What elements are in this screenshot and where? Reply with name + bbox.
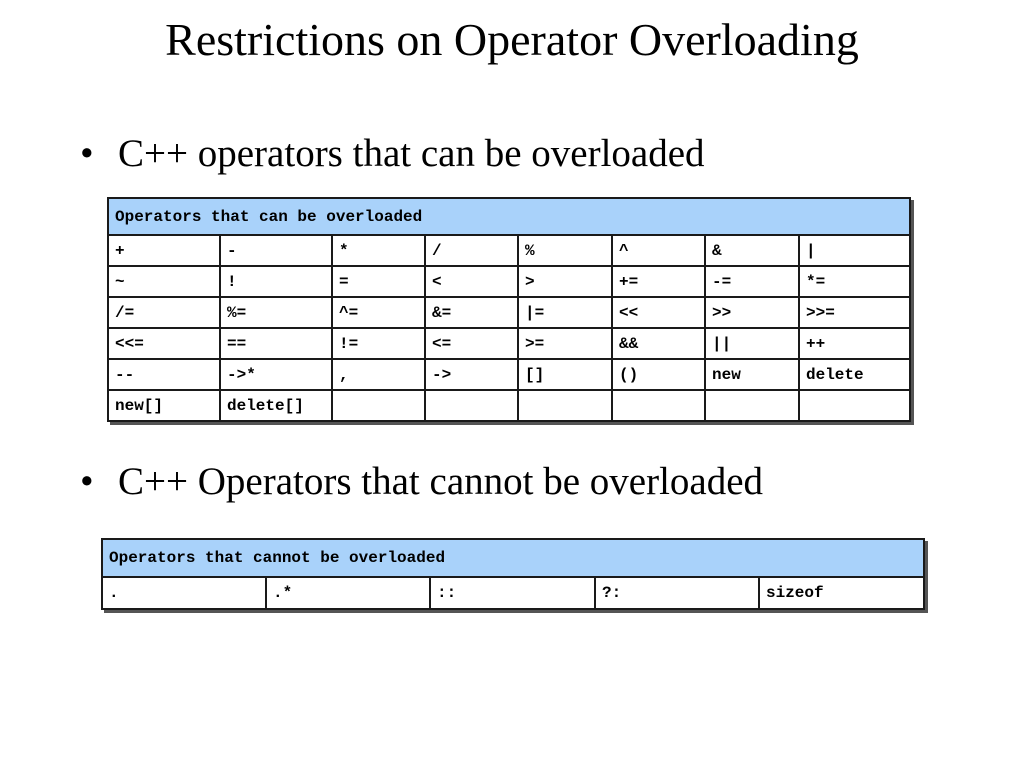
table-row — [108, 328, 910, 359]
table-cell — [612, 390, 705, 421]
table-cell: % — [518, 235, 612, 266]
table-cell: >> — [705, 297, 799, 328]
table-cell: << — [612, 297, 705, 328]
table-cell — [518, 390, 612, 421]
table-cell: |= — [518, 297, 612, 328]
table-cell: >>= — [799, 297, 910, 328]
table-cell: . — [102, 577, 266, 609]
table-cell: == — [220, 328, 332, 359]
table-cell: || — [705, 328, 799, 359]
table-cell: () — [612, 359, 705, 390]
table-row — [102, 577, 924, 609]
table-cell: %= — [220, 297, 332, 328]
table-cell: <<= — [108, 328, 220, 359]
table-cell: += — [612, 266, 705, 297]
table-cell — [332, 390, 425, 421]
table-cell: ?: — [595, 577, 759, 609]
bullet-overloadable-text: C++ operators that can be overloaded — [118, 132, 705, 175]
table-cell: & — [705, 235, 799, 266]
table-row — [108, 390, 910, 421]
table-cell: < — [425, 266, 518, 297]
table-cell: -- — [108, 359, 220, 390]
overloadable-operators-table — [107, 197, 911, 422]
table-cell: > — [518, 266, 612, 297]
table-cell — [425, 390, 518, 421]
table-cell: :: — [430, 577, 595, 609]
table-row — [108, 297, 910, 328]
table-cell: &= — [425, 297, 518, 328]
table-cell: new[] — [108, 390, 220, 421]
table-cell: = — [332, 266, 425, 297]
table-cell: .* — [266, 577, 430, 609]
table-row — [108, 266, 910, 297]
table-cell: ~ — [108, 266, 220, 297]
table-cell: -= — [705, 266, 799, 297]
table-header: Operators that can be overloaded — [108, 198, 910, 235]
table-cell: * — [332, 235, 425, 266]
table-cell: + — [108, 235, 220, 266]
bullet-non-overloadable — [80, 461, 763, 504]
table-cell: /= — [108, 297, 220, 328]
table-row — [108, 359, 910, 390]
table-row — [108, 235, 910, 266]
table-cell: && — [612, 328, 705, 359]
table-cell: != — [332, 328, 425, 359]
table-cell: ^= — [332, 297, 425, 328]
table-cell: delete — [799, 359, 910, 390]
table-cell: sizeof — [759, 577, 924, 609]
slide-title: Restrictions on Operator Overloading — [165, 14, 859, 65]
table-cell: [] — [518, 359, 612, 390]
bullet-non-overloadable-text: C++ Operators that cannot be overloaded — [118, 460, 764, 503]
non-overloadable-operators-table — [101, 538, 925, 610]
table-cell: - — [220, 235, 332, 266]
table-cell: ^ — [612, 235, 705, 266]
table-cell: -> — [425, 359, 518, 390]
table-cell: ++ — [799, 328, 910, 359]
table-cell: delete[] — [220, 390, 332, 421]
table-cell: | — [799, 235, 910, 266]
table-cell: new — [705, 359, 799, 390]
table-cell: *= — [799, 266, 910, 297]
table-cell: ->* — [220, 359, 332, 390]
table-header: Operators that cannot be overloaded — [102, 539, 924, 577]
table-cell: ! — [220, 266, 332, 297]
table-cell — [799, 390, 910, 421]
bullet-dot: • — [80, 460, 94, 503]
table-cell — [705, 390, 799, 421]
table-cell: >= — [518, 328, 612, 359]
bullet-dot: • — [80, 132, 94, 175]
table-cell: <= — [425, 328, 518, 359]
table-cell: / — [425, 235, 518, 266]
table-cell: , — [332, 359, 425, 390]
bullet-overloadable — [80, 133, 705, 176]
